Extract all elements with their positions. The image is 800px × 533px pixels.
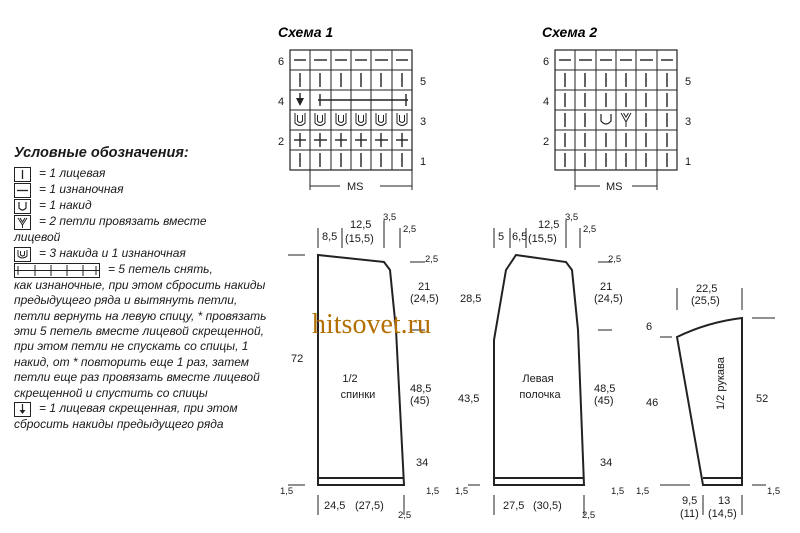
chart2-row-4: 4 [543, 96, 550, 108]
front-dim-side: 48,5 [594, 383, 616, 395]
back-dim-bottom-right: 1,5 [426, 486, 440, 497]
back-dim-side: 48,5 [410, 383, 432, 395]
back-dim-bottom-v: 2,5 [398, 510, 412, 521]
back-dim-top4: 2,5 [403, 224, 417, 235]
front-dim-bottom-v: 2,5 [582, 510, 596, 521]
front-dim-shoulder: 6,5 [512, 231, 528, 243]
legend-title: Условные обозначения: [14, 145, 189, 161]
chart1-ms: MS [347, 181, 364, 193]
back-dim-top3: 3,5 [383, 212, 397, 223]
sleeve-dim-top: 22,5 [696, 283, 718, 295]
legend-text: = 5 петель снять, [108, 261, 213, 276]
chart2-row-5: 5 [685, 76, 692, 88]
back-dim-neck-b: (15,5) [345, 233, 374, 245]
back-dim-shoulder: 8,5 [322, 231, 338, 243]
front-dim-neck-depth: 28,5 [460, 293, 482, 305]
watermark: hitsovet.ru [312, 309, 431, 340]
front-dim-bottom-left: 1,5 [455, 486, 469, 497]
front-outline [468, 220, 612, 515]
k2tog-icon [621, 113, 631, 127]
sleeve-dim-b1: 9,5 [682, 495, 698, 507]
twisted-knit-icon [296, 98, 304, 106]
sleeve-dim-top-b: (25,5) [691, 295, 720, 307]
front-dim-arm: 21 [600, 281, 613, 293]
front-label-2: полочка [519, 389, 561, 401]
legend-text-cont: сбросить накиды предыдущего ряда [14, 417, 224, 432]
back-dim-side-b: (45) [410, 395, 430, 407]
back-dim-rib: 34 [416, 457, 429, 469]
chart1-row-1: 1 [420, 156, 427, 168]
front-dim-bottom-right: 1,5 [611, 486, 625, 497]
chart2-row-6: 6 [543, 56, 550, 68]
back-dim-bottom: 24,5 [324, 500, 346, 512]
front-dim-top4: 2,5 [583, 224, 597, 235]
sleeve-dim-cap: 6 [646, 321, 653, 333]
sleeve-dim-bottom-left: 1,5 [636, 486, 650, 497]
chart1-row-2: 2 [278, 136, 285, 148]
legend-text: = 2 петли провязать вместе [39, 214, 207, 229]
front-dim-top3: 3,5 [565, 212, 579, 223]
front-label-1: Левая [522, 373, 554, 385]
chart1-row-6: 6 [278, 56, 285, 68]
front-dim-right1: 2,5 [608, 254, 622, 265]
front-dim-bottom-b: (30,5) [533, 500, 562, 512]
legend-text: = 3 накида и 1 изнаночная [39, 245, 186, 260]
legend-text-cont: лицевой [14, 230, 61, 245]
back-dim-neck: 12,5 [350, 219, 372, 231]
sleeve-dim-bottom-right: 1,5 [767, 486, 781, 497]
sleeve-dim-right: 52 [756, 393, 769, 405]
legend-text-cont: как изнаночные, при этом сбросить накиды предыдущего ряда и вытянуть петли, петли вернуть на левую спицу, * провязать эти 5 петель вместе лицевой скрещенной, при этом петли не спускать со спицы, 1 накид, от * повторить еще 1 раз, затем петли еще раз провязать вместе лицевой скрещенной и спустить со спицы [14, 277, 267, 400]
chart1-title: Схема 1 [278, 24, 334, 40]
chart1-grid [290, 50, 412, 170]
yarn-over-icon [601, 114, 611, 124]
chart2-title: Схема 2 [542, 24, 598, 40]
chart2-row-3: 3 [685, 116, 692, 128]
legend-text: = 1 лицевая [39, 166, 106, 181]
front-dim-rib: 34 [600, 457, 613, 469]
front-dim-bottom: 27,5 [503, 500, 525, 512]
chart1-row-5: 5 [420, 76, 427, 88]
front-dim-side-b: (45) [594, 395, 614, 407]
sleeve-dim-b2: 13 [718, 495, 731, 507]
back-dim-right1: 2,5 [425, 254, 439, 265]
back-label-1: 1/2 [342, 373, 358, 385]
back-dim-arm-b: (24,5) [410, 293, 439, 305]
back-outline [288, 220, 425, 515]
chart1-row-4: 4 [278, 96, 285, 108]
chart2-ms: MS [606, 181, 623, 193]
legend-text: = 1 изнаночная [39, 182, 124, 197]
front-dim-lower: 43,5 [458, 393, 480, 405]
back-dim-height: 72 [291, 353, 304, 365]
legend-text: = 1 лицевая скрещенная, при этом [39, 401, 238, 416]
sleeve-dim-left: 46 [646, 397, 659, 409]
sleeve-dim-b2b: (14,5) [708, 508, 737, 520]
chart2-row-1: 1 [685, 156, 692, 168]
back-dim-bottom-left: 1,5 [280, 486, 294, 497]
sleeve-dim-b1b: (11) [680, 508, 699, 520]
front-dim-neck-b: (15,5) [528, 233, 557, 245]
back-dim-arm: 21 [418, 281, 431, 293]
front-dim-top0: 5 [498, 231, 505, 243]
front-dim-neck: 12,5 [538, 219, 560, 231]
back-label-2: спинки [340, 389, 376, 401]
chart2-row-2: 2 [543, 136, 550, 148]
front-dim-arm-b: (24,5) [594, 293, 623, 305]
chart2-grid [555, 50, 677, 170]
legend-text: = 1 накид [39, 198, 92, 213]
chart1-row-3: 3 [420, 116, 427, 128]
back-dim-bottom-b: (27,5) [355, 500, 384, 512]
sleeve-label: 1/2 рукава [715, 357, 727, 410]
